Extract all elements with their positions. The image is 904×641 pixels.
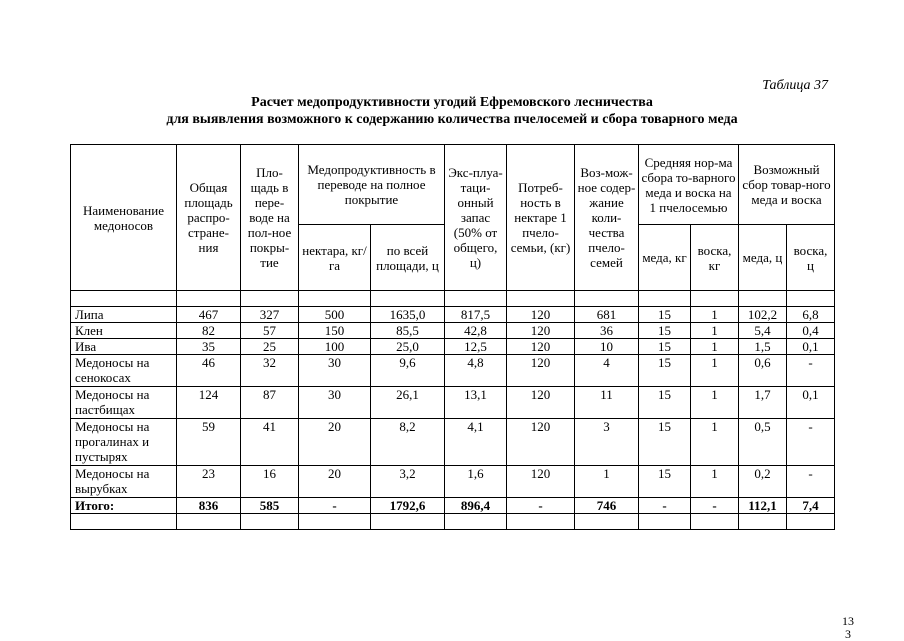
page-number-suffix: 3 [845,627,851,641]
cell-need: 120 [507,339,575,355]
cell-colonies: 11 [575,387,639,419]
header-area-converted: Пло-щадь в пере-воде на пол-ное покры-тие [241,145,299,291]
cell-area-conv: 32 [241,355,299,387]
cell-wax: 0,1 [787,339,835,355]
header-colonies: Воз-мож-ное содер-жание коли-чества пчело-семей [575,145,639,291]
cell-nectar: 30 [299,387,371,419]
cell-norm-wax: 1 [691,466,739,498]
header-need: Потреб-ность в нектаре 1 пчело-семьи, (кг) [507,145,575,291]
header-area: Общая площадь распро-стране-ния [177,145,241,291]
honey-productivity-table [70,144,835,530]
cell-colonies: 10 [575,339,639,355]
cell-area: 59 [177,419,241,466]
cell-wax: - [787,419,835,466]
cell-need: 120 [507,387,575,419]
header-yield-wax: воска, ц [787,225,835,291]
cell-need: - [507,498,575,514]
cell-total: 9,6 [371,355,445,387]
cell-nectar: 500 [299,307,371,323]
cell-nectar: 20 [299,419,371,466]
cell-honey: 5,4 [739,323,787,339]
cell-reserve: 12,5 [445,339,507,355]
cell-wax: 0,1 [787,387,835,419]
cell-reserve: 4,8 [445,355,507,387]
cell-nectar: - [299,498,371,514]
cell-wax: - [787,466,835,498]
cell-honey: 0,6 [739,355,787,387]
header-yield-honey: меда, ц [739,225,787,291]
cell-name: Медоносы на сенокосах [71,355,177,387]
cell-area: 23 [177,466,241,498]
cell-area-conv: 57 [241,323,299,339]
cell-colonies: 3 [575,419,639,466]
cell-area: 46 [177,355,241,387]
cell-wax: 0,4 [787,323,835,339]
table-row [71,387,835,419]
header-name: Наименование медоносов [71,145,177,291]
cell-name: Итого: [71,498,177,514]
cell-colonies: 681 [575,307,639,323]
header-norm: Средняя нор-ма сбора то-варного меда и воска на 1 пчелосемью [639,145,739,225]
cell-norm-honey: 15 [639,339,691,355]
cell-norm-wax: 1 [691,323,739,339]
cell-reserve: 42,8 [445,323,507,339]
cell-name: Медоносы на пастбищах [71,387,177,419]
cell-nectar: 20 [299,466,371,498]
table-row [71,339,835,355]
cell-colonies: 746 [575,498,639,514]
cell-reserve: 13,1 [445,387,507,419]
cell-norm-honey: 15 [639,387,691,419]
cell-area: 124 [177,387,241,419]
cell-norm-wax: - [691,498,739,514]
cell-norm-wax: 1 [691,419,739,466]
cell-total: 25,0 [371,339,445,355]
table-row [71,323,835,339]
cell-colonies: 4 [575,355,639,387]
cell-need: 120 [507,323,575,339]
cell-norm-honey: 15 [639,466,691,498]
cell-reserve: 817,5 [445,307,507,323]
cell-nectar: 150 [299,323,371,339]
header-nectar: нектара, кг/га [299,225,371,291]
cell-norm-honey: 15 [639,355,691,387]
cell-honey: 1,7 [739,387,787,419]
header-reserve: Экс-плуа-таци-онный запас (50% от общего, ц) [445,145,507,291]
cell-area-conv: 327 [241,307,299,323]
cell-nectar: 100 [299,339,371,355]
page-title [0,94,904,128]
cell-need: 120 [507,307,575,323]
cell-honey: 112,1 [739,498,787,514]
header-row-1 [71,145,835,225]
cell-norm-honey: 15 [639,307,691,323]
cell-reserve: 4,1 [445,419,507,466]
cell-need: 120 [507,466,575,498]
cell-norm-honey: 15 [639,419,691,466]
table-row [71,466,835,498]
cell-wax: 7,4 [787,498,835,514]
cell-area-conv: 87 [241,387,299,419]
cell-name: Клен [71,323,177,339]
cell-colonies: 1 [575,466,639,498]
cell-total: 26,1 [371,387,445,419]
cell-wax: 6,8 [787,307,835,323]
header-yield: Возможный сбор товар-ного меда и воска [739,145,835,225]
empty-row [71,514,835,530]
header-total-area: по всей площади, ц [371,225,445,291]
cell-area: 836 [177,498,241,514]
cell-area: 35 [177,339,241,355]
header-honey-productivity: Медопродуктивность в переводе на полное покрытие [299,145,445,225]
cell-total: 1792,6 [371,498,445,514]
cell-area: 82 [177,323,241,339]
cell-norm-wax: 1 [691,387,739,419]
cell-honey: 0,5 [739,419,787,466]
header-norm-wax: воска, кг [691,225,739,291]
cell-reserve: 896,4 [445,498,507,514]
cell-norm-wax: 1 [691,355,739,387]
cell-total: 3,2 [371,466,445,498]
cell-name: Медоносы на вырубках [71,466,177,498]
table-caption: Таблица 37 [762,78,828,93]
cell-total: 8,2 [371,419,445,466]
cell-name: Липа [71,307,177,323]
cell-colonies: 36 [575,323,639,339]
title-line-1: Расчет медопродуктивности угодий Ефремовского лесничества [251,95,653,110]
cell-name: Ива [71,339,177,355]
cell-name: Медоносы на прогалинах и пустырях [71,419,177,466]
cell-total: 1635,0 [371,307,445,323]
title-line-2: для выявления возможного к содержанию количества пчелосемей и сбора товарного меда [166,112,738,127]
cell-wax: - [787,355,835,387]
page-number-main: 13 [842,614,854,628]
header-norm-honey: меда, кг [639,225,691,291]
cell-nectar: 30 [299,355,371,387]
cell-area: 467 [177,307,241,323]
cell-total: 85,5 [371,323,445,339]
cell-area-conv: 41 [241,419,299,466]
cell-area-conv: 585 [241,498,299,514]
cell-honey: 102,2 [739,307,787,323]
cell-area-conv: 25 [241,339,299,355]
table-row [71,419,835,466]
cell-honey: 1,5 [739,339,787,355]
cell-norm-honey: - [639,498,691,514]
page-number [838,615,858,641]
spacer-row [71,291,835,307]
total-row [71,498,835,514]
cell-area-conv: 16 [241,466,299,498]
cell-honey: 0,2 [739,466,787,498]
cell-norm-wax: 1 [691,339,739,355]
cell-norm-wax: 1 [691,307,739,323]
cell-need: 120 [507,419,575,466]
table-row [71,355,835,387]
cell-reserve: 1,6 [445,466,507,498]
table-row [71,307,835,323]
cell-norm-honey: 15 [639,323,691,339]
cell-need: 120 [507,355,575,387]
